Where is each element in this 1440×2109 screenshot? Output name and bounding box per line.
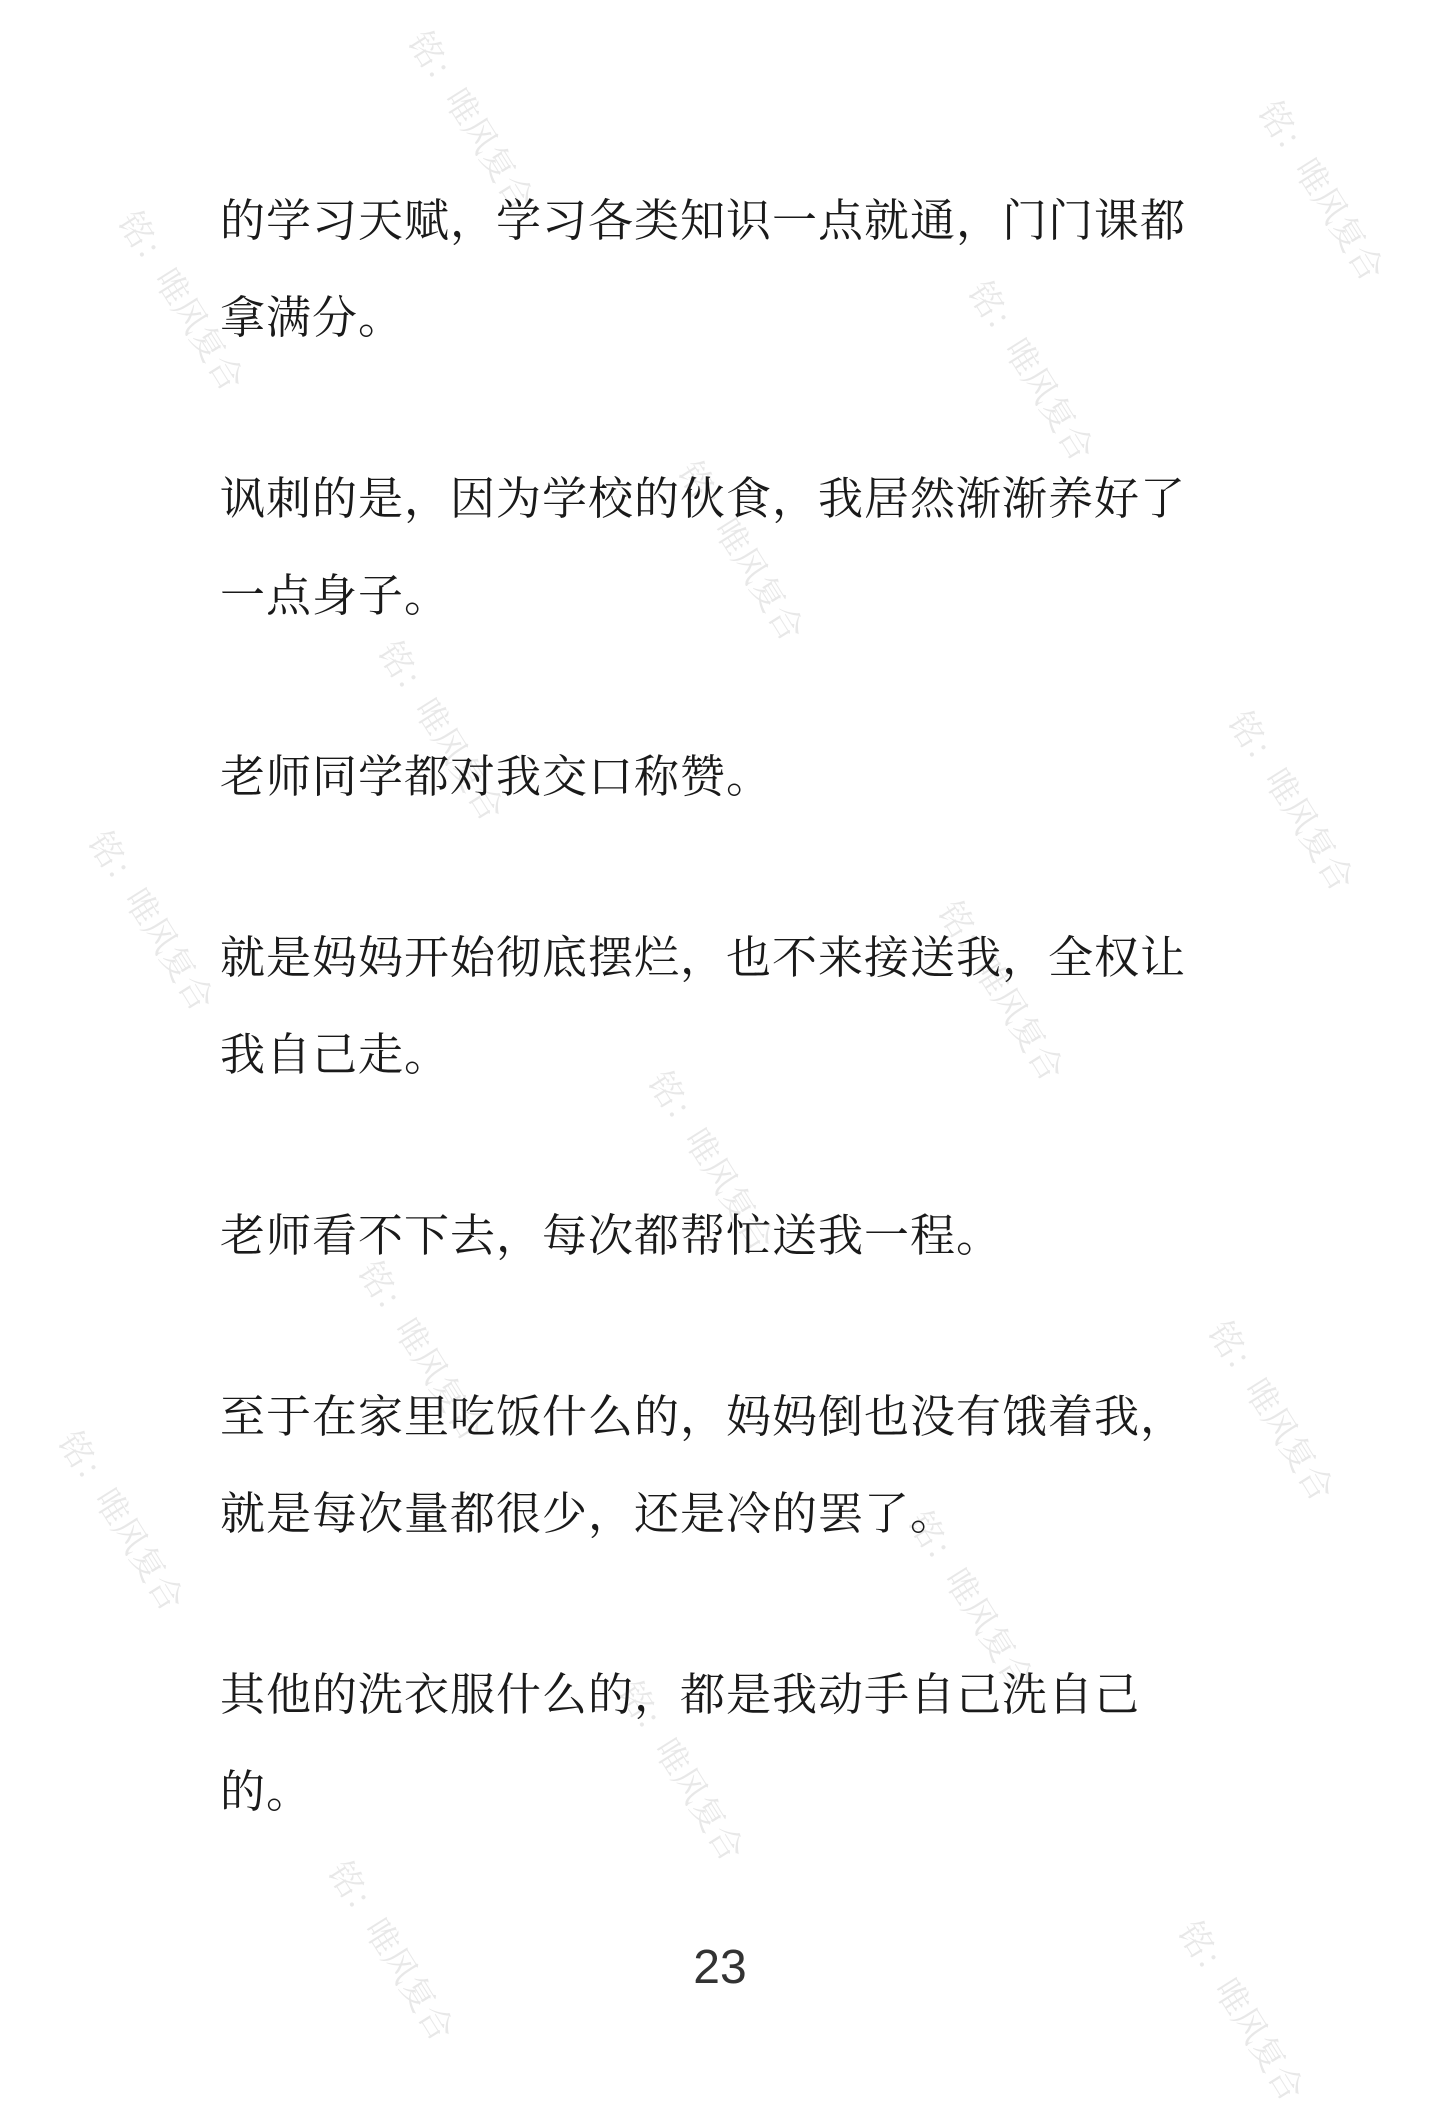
watermark: 铭：唯风复合 <box>639 1064 782 1259</box>
watermark: 铭：唯风复合 <box>1219 704 1362 899</box>
watermark: 铭：唯风复合 <box>1199 1314 1342 1509</box>
watermark: 铭：唯风复合 <box>609 1674 752 1869</box>
watermark: 铭：唯风复合 <box>959 274 1102 469</box>
paragraph: 老师看不下去，每次都帮忙送我一程。 <box>220 1209 1003 1262</box>
watermark: 铭：唯风复合 <box>1249 94 1392 289</box>
paragraph: 其他的洗衣服什么的，都是我动手自己洗自己的。 <box>220 1668 1141 1818</box>
page-number: 23 <box>693 1941 747 1994</box>
watermark: 铭：唯风复合 <box>79 824 222 1019</box>
watermark: 铭：唯风复合 <box>399 24 542 219</box>
body-text <box>220 172 1230 1840</box>
watermark: 铭：唯风复合 <box>319 1854 462 2049</box>
watermark: 铭：唯风复合 <box>369 634 512 829</box>
paragraph: 的学习天赋，学习各类知识一点就通，门门课都拿满分。 <box>220 194 1187 344</box>
watermark: 铭：唯风复合 <box>899 1504 1042 1699</box>
paragraph: 就是妈妈开始彻底摆烂，也不来接送我，全权让我自己走。 <box>220 931 1187 1081</box>
paragraph: 至于在家里吃饭什么的，妈妈倒也没有饿着我，就是每次量都很少，还是冷的罢了。 <box>220 1390 1187 1540</box>
watermark: 铭：唯风复合 <box>349 1254 492 1449</box>
paragraph: 讽刺的是，因为学校的伙食，我居然渐渐养好了一点身子。 <box>220 472 1187 622</box>
watermark: 铭：唯风复合 <box>929 894 1072 1089</box>
paragraph: 老师同学都对我交口称赞。 <box>220 750 773 803</box>
watermark: 铭：唯风复合 <box>669 454 812 649</box>
watermark: 铭：唯风复合 <box>1169 1914 1312 2109</box>
watermark: 铭：唯风复合 <box>49 1424 192 1619</box>
watermark: 铭：唯风复合 <box>109 204 252 399</box>
